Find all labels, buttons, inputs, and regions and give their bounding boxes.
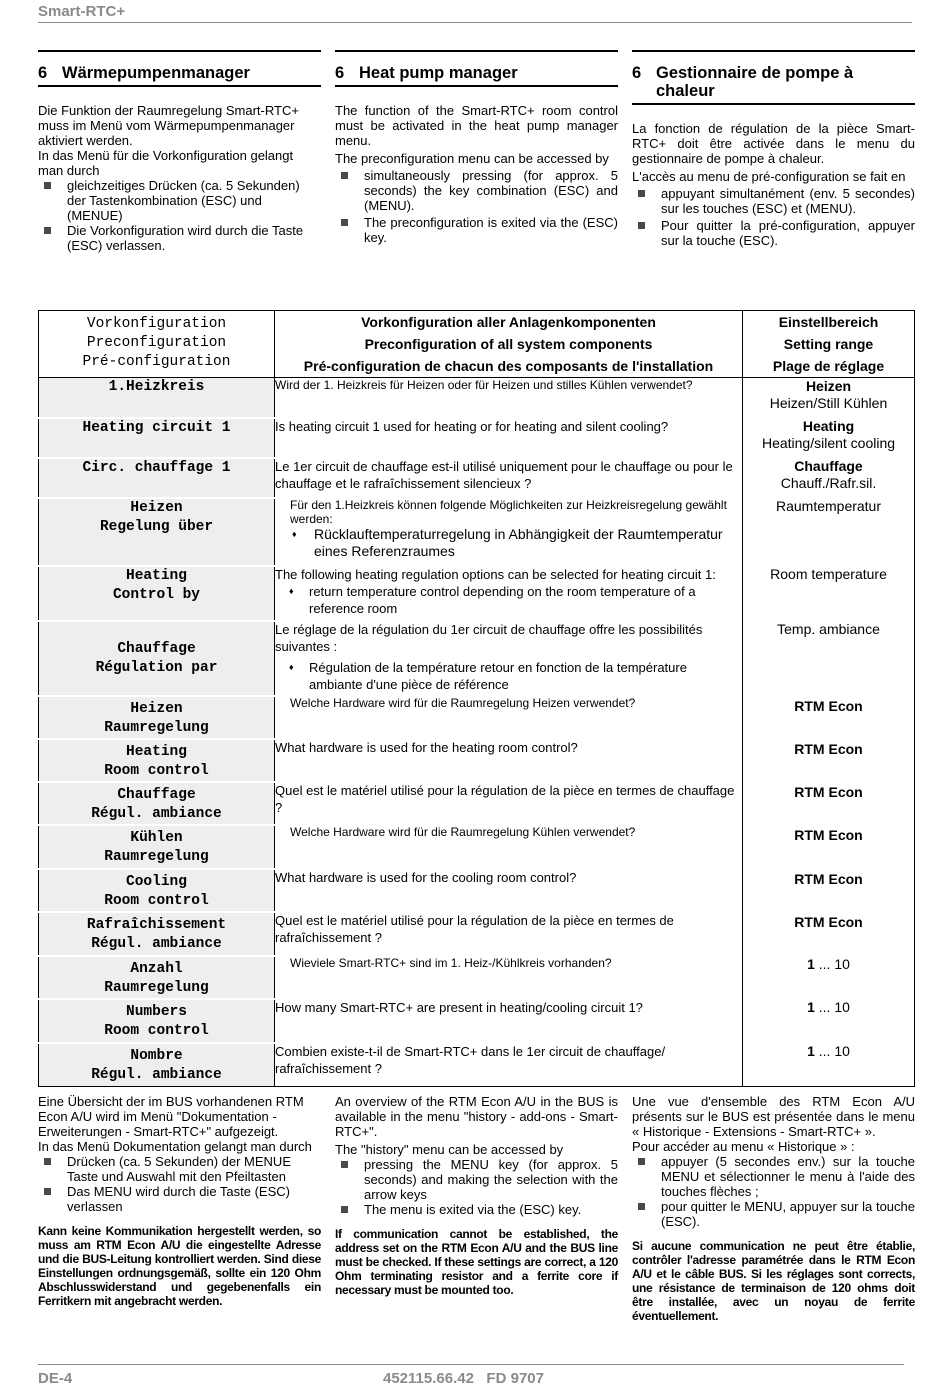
table-header-row — [39, 311, 915, 378]
history-overview: An overview of the RTM Econ A/U in the BUS is available in the menu "history - add-ons - Smart-RTC+". — [335, 1094, 618, 1139]
row-description: Le 1er circuit de chauffage est-il utilisé uniquement pour le chauffage ou pour le chauffage et le rafraîchissement silencieux ? — [275, 458, 733, 491]
row-key: Cooling Room control — [39, 869, 275, 912]
row-key: Heizen Regelung über — [39, 498, 275, 566]
communication-note: If communication cannot be established, the address set on the RTM Econ A/U and the BUS line must be checked. If these settings are correct, a 120 Ohm terminating resistor and a ferrite core if necessary must be mounted too. — [335, 1227, 618, 1297]
table-row — [39, 458, 915, 498]
row-value: RTM Econ — [743, 869, 915, 912]
row-value: RTM Econ — [743, 912, 915, 956]
history-overview: Eine Übersicht der im BUS vorhandenen RTM Econ A/U wird im Menü "Dokumentation - Erweiterungen - Smart-RTC+" aufgezeigt. — [38, 1094, 304, 1139]
table-row — [39, 739, 915, 782]
table-row — [39, 418, 915, 458]
section-access: The preconfiguration menu can be accessed by — [335, 151, 609, 166]
header-key: Vorkonfiguration Preconfiguration Pré-configuration — [39, 311, 275, 378]
header-range: Einstellbereich Setting range Plage de réglage — [743, 311, 915, 378]
row-key: 1.Heizkreis — [39, 378, 275, 418]
row-description: The following heating regulation options can be selected for heating circuit 1: ♦ return temperature control depending on the room temperature of a reference room — [275, 566, 743, 621]
list-item: ♦ return temperature control depending on the room temperature of a reference room — [275, 583, 742, 617]
table-row — [39, 912, 915, 956]
row-value: Chauffage Chauff./Rafr.sil. — [743, 458, 915, 498]
row-description: Wieviele Smart-RTC+ sind im 1. Heiz-/Kühlkreis vorhanden? — [290, 955, 612, 970]
bullet-list — [38, 1154, 321, 1214]
table-row — [39, 1043, 915, 1087]
row-value: RTM Econ — [743, 825, 915, 869]
row-value: Raumtemperatur — [743, 498, 915, 566]
table-row — [39, 782, 915, 825]
row-key: Heating Control by — [39, 566, 275, 621]
history-access: Pour accéder au menu « Historique » : — [632, 1139, 855, 1154]
row-description: Le réglage de la régulation du 1er circuit de chauffage offre les possibilités suivantes : ♦ Régulation de la température retour en fonction de la température ambiante d'une pièce de référence — [275, 621, 743, 696]
bullet-list — [335, 1157, 618, 1217]
row-value: 1 ... 10 — [743, 956, 915, 999]
row-key: Rafraîchissement Régul. ambiance — [39, 912, 275, 956]
row-description: Is heating circuit 1 used for heating or for heating and silent cooling? — [275, 418, 669, 434]
row-value: Room temperature — [743, 566, 915, 621]
row-description: Welche Hardware wird für die Raumregelung Kühlen verwendet? — [290, 824, 636, 839]
section-en — [335, 50, 618, 247]
row-value: 1 ... 10 — [743, 999, 915, 1043]
bullet-list — [38, 178, 321, 253]
row-value: RTM Econ — [743, 739, 915, 782]
list-item: appuyer (5 secondes env.) sur la touche MENU et sélectionner le menu à l'aide des touches flèches ; — [632, 1154, 915, 1199]
table-row — [39, 956, 915, 999]
table-row — [39, 621, 915, 696]
list-item: The preconfiguration is exited via the (ESC) key. — [335, 215, 618, 245]
section-intro: Die Funktion der Raumregelung Smart-RTC+ muss im Menü vom Wärmepumpenmanager aktiviert werden. — [38, 103, 299, 148]
header-rule — [38, 22, 912, 23]
list-item: simultaneously pressing (for approx. 5 seconds) the key combination (ESC) and (MENU). — [335, 168, 618, 213]
row-value: RTM Econ — [743, 696, 915, 739]
history-overview: Une vue d'ensemble des RTM Econ A/U présents sur le BUS est présentée dans le menu « Historique - Extensions - Smart-RTC+ ». — [632, 1094, 915, 1139]
table-row — [39, 378, 915, 418]
row-value: Heizen Heizen/Still Kühlen — [743, 378, 915, 418]
list-item: ♦ Régulation de la température retour en fonction de la température ambiante d'une pièce de référence — [275, 659, 742, 693]
bullet-list — [632, 1154, 915, 1229]
section-heading: 6 Heat pump manager — [335, 50, 618, 87]
history-section-en — [335, 1094, 618, 1297]
row-description: Quel est le matériel utilisé pour la régulation de la pièce en termes de rafraîchissement ? — [275, 912, 674, 945]
row-value: Temp. ambiance — [743, 621, 915, 696]
history-section-fr — [632, 1094, 915, 1323]
list-item: ♦ Rücklauftemperaturregelung in Abhängigkeit der Raumtemperatur eines Referenzraumes — [290, 526, 742, 560]
row-description: How many Smart-RTC+ are present in heating/cooling circuit 1? — [275, 999, 643, 1015]
list-item: pressing the MENU key (for approx. 5 seconds) and making the selection with the arrow keys — [335, 1157, 618, 1202]
row-key: Anzahl Raumregelung — [39, 956, 275, 999]
header-description: Vorkonfiguration aller Anlagenkomponenten Preconfiguration of all system components Pré-configuration de chacun des composants de l'installation — [275, 311, 743, 378]
list-item: Die Vorkonfiguration wird durch die Taste (ESC) verlassen. — [38, 223, 321, 253]
row-key: Chauffage Régul. ambiance — [39, 782, 275, 825]
row-value: Heating Heating/silent cooling — [743, 418, 915, 458]
header-title: Smart-RTC+ — [38, 3, 126, 20]
list-item: Das MENU wird durch die Taste (ESC) verlassen — [38, 1184, 321, 1214]
row-key: Kühlen Raumregelung — [39, 825, 275, 869]
section-intro: La fonction de régulation de la pièce Smart-RTC+ doit être activée dans le menu du gestionnaire de pompe à chaleur. — [632, 121, 915, 166]
section-access: L'accès au menu de pré-configuration se fait en — [632, 169, 906, 184]
row-description: Für den 1.Heizkreis können folgende Möglichkeiten zur Heizkreisregelung gewählt werden: ♦ Rücklauftemperaturregelung in Abhängigkeit der Raumtemperatur eines Referenzraumes — [275, 498, 743, 566]
section-heading: 6 Gestionnaire de pompe à chaleur — [632, 50, 915, 105]
row-description: Quel est le matériel utilisé pour la régulation de la pièce en termes de chauffage ? — [275, 782, 735, 815]
row-key: Circ. chauffage 1 — [39, 458, 275, 498]
table-row — [39, 566, 915, 621]
section-heading: 6 Wärmepumpenmanager — [38, 50, 321, 87]
row-value: RTM Econ — [743, 782, 915, 825]
row-description: What hardware is used for the heating room control? — [275, 739, 578, 755]
section-access: In das Menü für die Vorkonfiguration gelangt man durch — [38, 148, 294, 178]
list-item: The menu is exited via the (ESC) key. — [335, 1202, 618, 1217]
table-row — [39, 825, 915, 869]
bullet-list — [335, 168, 618, 245]
page-number: DE-4 — [38, 1370, 73, 1387]
row-value: 1 ... 10 — [743, 1043, 915, 1087]
table-row — [39, 498, 915, 566]
row-description: Welche Hardware wird für die Raumregelung Heizen verwendet? — [290, 695, 636, 710]
list-item: gleichzeitiges Drücken (ca. 5 Sekunden) der Tastenkombination (ESC) und (MENUE) — [38, 178, 321, 223]
row-key: Nombre Régul. ambiance — [39, 1043, 275, 1087]
list-item: Drücken (ca. 5 Sekunden) der MENUE Taste und Auswahl mit den Pfeiltasten — [38, 1154, 321, 1184]
history-section-de — [38, 1094, 321, 1308]
list-item: appuyant simultanément (env. 5 secondes) sur les touches (ESC) et (MENU). — [632, 186, 915, 216]
row-key: Heating Room control — [39, 739, 275, 782]
section-de — [38, 50, 321, 253]
row-key: Numbers Room control — [39, 999, 275, 1043]
communication-note: Si aucune communication ne peut être établie, contrôler l'adresse paramétrée dans le RTM Econ A/U et le câble BUS. Si les réglages sont corrects, une résistance de terminaison de 120 ohms doit être installée, avec un noyau de ferrite éventuellement. — [632, 1239, 915, 1323]
table-row — [39, 696, 915, 739]
row-key: Heating circuit 1 — [39, 418, 275, 458]
history-access: The "history" menu can be accessed by — [335, 1142, 564, 1157]
communication-note: Kann keine Kommunikation hergestellt werden, so muss am RTM Econ A/U die eingestellte Adresse und die BUS-Leitung kontrolliert werden. Sind diese Einstellungen ordnungsgemäß, sollte ein 120 Ohm Abschlusswiderstand und gegebenenfalls ein Ferritkern mit angebracht werden. — [38, 1224, 321, 1308]
row-description: What hardware is used for the cooling room control? — [275, 869, 577, 885]
preconfiguration-table — [38, 310, 915, 1087]
section-intro: The function of the Smart-RTC+ room control must be activated in the heat pump manager menu. — [335, 103, 618, 148]
footer-rule — [38, 1364, 904, 1365]
bullet-list — [632, 186, 915, 248]
row-key: Chauffage Régulation par — [39, 621, 275, 696]
history-access: In das Menü Dokumentation gelangt man durch — [38, 1139, 312, 1154]
section-fr — [632, 50, 915, 250]
list-item: pour quitter le MENU, appuyer sur la touche (ESC). — [632, 1199, 915, 1229]
row-description: Wird der 1. Heizkreis für Heizen oder für Heizen und stilles Kühlen verwendet? — [275, 378, 693, 392]
table-row — [39, 869, 915, 912]
document-number: 452115.66.42 FD 9707 — [383, 1370, 544, 1387]
list-item: Pour quitter la pré-configuration, appuyer sur la touche (ESC). — [632, 218, 915, 248]
table-row — [39, 999, 915, 1043]
row-key: Heizen Raumregelung — [39, 696, 275, 739]
row-description: Combien existe-t-il de Smart-RTC+ dans le 1er circuit de chauffage/ rafraîchissement ? — [275, 1043, 743, 1087]
